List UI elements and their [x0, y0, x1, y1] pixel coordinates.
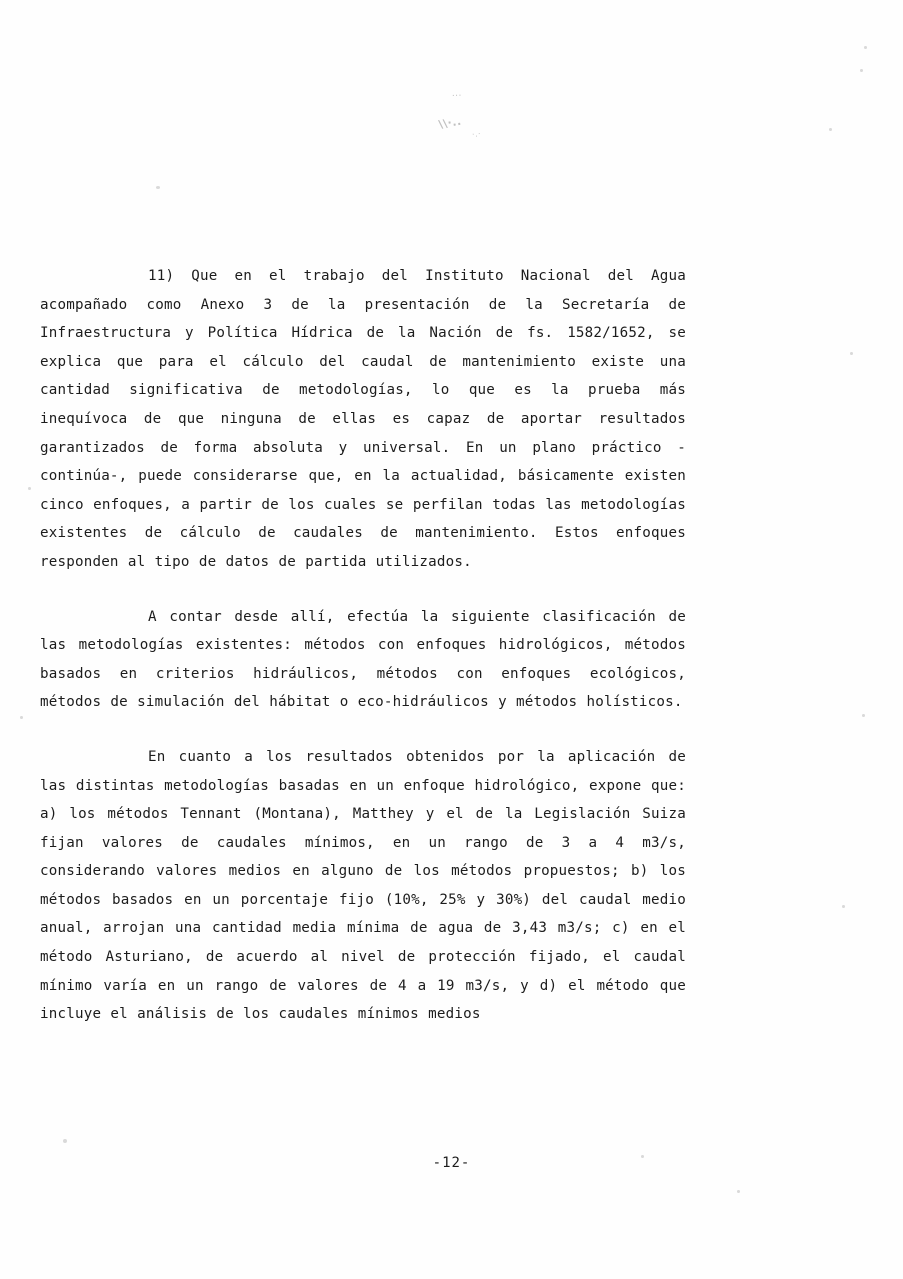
document-body	[40, 262, 686, 1029]
scan-speck	[28, 487, 31, 490]
scan-speck	[737, 1190, 740, 1193]
paragraph: 11) Que en el trabajo del Instituto Nacional del Agua acompañado como Anexo 3 de la presentación de la Secretaría de Infraestructura y Política Hídrica de la Nación de fs. 1582/1652, se explica que para el cálculo del caudal de mantenimiento existe una cantidad significativa de metodologías, lo que es la prueba más inequívoca de que ninguna de ellas es capaz de aportar resultados garantizados de forma absoluta y universal. En un plano práctico -continúa-, puede considerarse que, en la actualidad, básicamente existen cinco enfoques, a partir de los cuales se perfilan todas las metodologías existentes de cálculo de caudales de mantenimiento. Estos enfoques responden al tipo de datos de partida utilizados.	[40, 268, 686, 570]
paragraph: En cuanto a los resultados obtenidos por la aplicación de las distintas metodologías basadas en un enfoque hidrológico, expone que: a) los métodos Tennant (Montana), Matthey y el de la Legislación Suiza fijan valores de caudales mínimos, en un rango de 3 a 4 m3/s, considerando valores medios en alguno de los métodos propuestos; b) los métodos basados en un porcentaje fijo (10%, 25% y 30%) del caudal medio anual, arrojan una cantidad media mínima de agua de 3,43 m3/s; c) en el método Asturiano, de acuerdo al nivel de protección fijado, el caudal mínimo varía en un rango de valores de 4 a 19 m3/s, y d) el método que incluye el análisis de los caudales mínimos medios	[40, 748, 686, 1023]
scan-speck	[850, 352, 853, 355]
scan-speck	[829, 128, 832, 131]
faded-stamp-mark	[429, 82, 515, 150]
stamp-line-3: ·.·	[471, 129, 482, 140]
scan-speck	[20, 716, 23, 719]
scan-speck	[63, 1139, 67, 1143]
stamp-line-1: ···	[451, 91, 463, 102]
stamp-line-2: \\·..	[437, 114, 463, 132]
scan-speck	[842, 905, 845, 908]
paragraph: A contar desde allí, efectúa la siguiente clasificación de las metodologías existentes: métodos con enfoques hidrológicos, métodos basados en criterios hidráulicos, métodos con enfoques ecológicos, métodos de simulación del hábitat o eco-hidráulicos y métodos holísticos.	[40, 608, 686, 711]
scan-speck	[860, 69, 863, 72]
scan-speck	[862, 714, 865, 717]
scan-speck	[864, 46, 867, 49]
scan-speck	[156, 186, 160, 189]
page-number: -12-	[432, 1155, 471, 1171]
